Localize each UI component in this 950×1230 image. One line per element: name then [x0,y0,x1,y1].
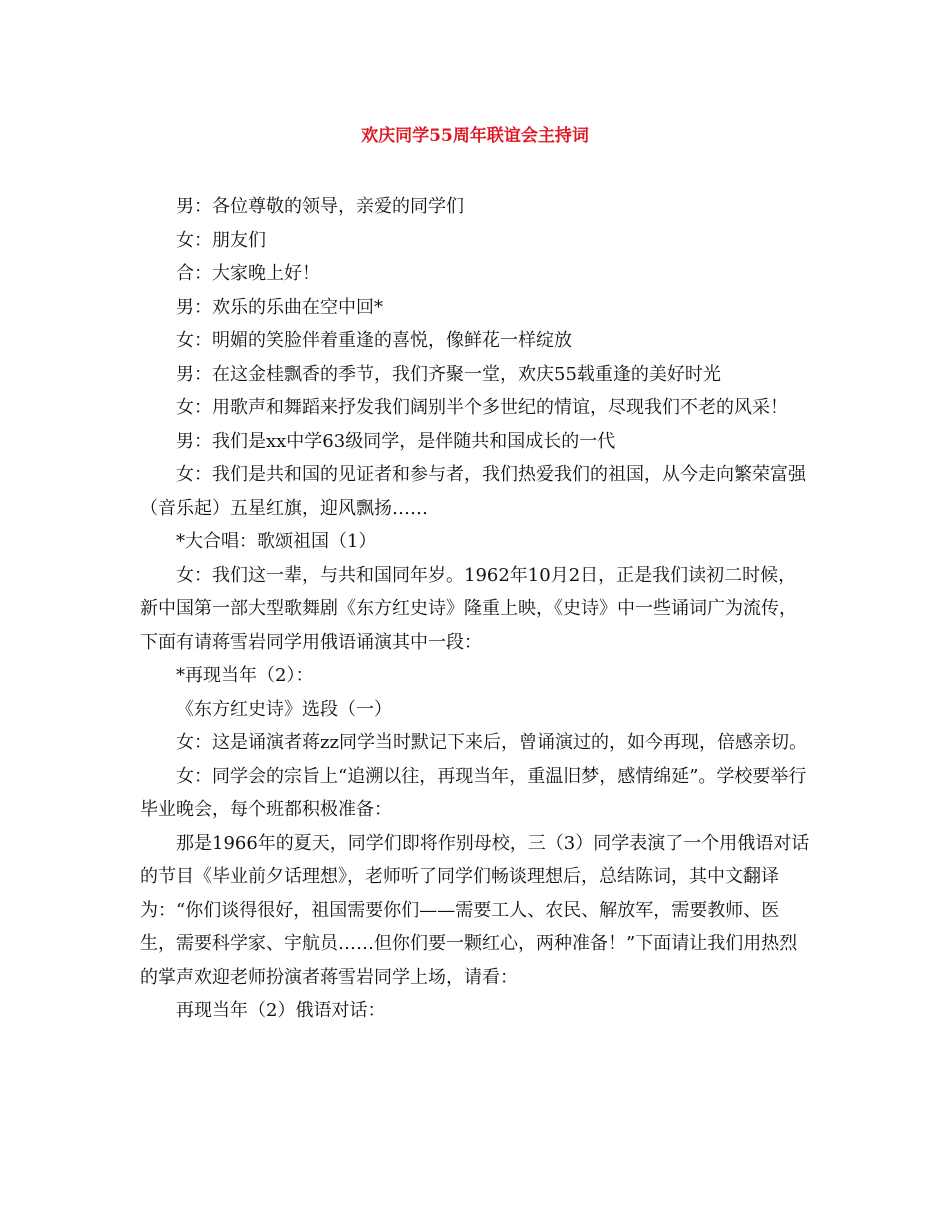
paragraph: 女：我们是共和国的见证者和参与者，我们热爱我们的祖国，从今走向繁荣富强（音乐起）五星红旗，迎风飘扬…… [140,464,806,519]
document-body [140,190,812,1028]
paragraph: 男：各位尊敬的领导，亲爱的同学们 [176,196,464,217]
paragraph: 男：我们是xx中学63级同学，是伴随共和国成长的一代 [176,430,616,452]
document-title: 欢庆同学55周年联谊会主持词 [361,126,589,146]
paragraph: 再现当年（2）俄语对话： [176,1000,386,1021]
paragraph: *再现当年（2）： [176,665,314,686]
paragraph: 女：用歌声和舞蹈来抒发我们阔别半个多世纪的情谊，尽现我们不老的风采！ [176,397,788,418]
paragraph: 女：同学会的宗旨上“追溯以往，再现当年，重温旧梦，感情绵延”。学校要举行毕业晚会，每个班都积极准备： [140,765,807,820]
paragraph: 女：我们这一辈，与共和国同年岁。1962年10月2日，正是我们读初二时候，新中国第一部大型歌舞剧《东方红史诗》隆重上映，《史诗》中一些诵词广为流传，下面有请蒋雪岩同学用俄语诵演其中一段： [140,564,797,653]
paragraph: 男：欢乐的乐曲在空中回* [176,296,383,318]
paragraph: 女：明媚的笑脸伴着重逢的喜悦，像鲜花一样绽放 [176,330,572,351]
paragraph: 女：朋友们 [176,229,266,251]
paragraph: 那是1966年的夏天，同学们即将作别母校，三（3）同学表演了一个用俄语对话的节目《毕业前夕话理想》，老师听了同学们畅谈理想后，总结陈词，其中文翻译为：“你们谈得很好，祖国需要你们——需要工人、农民、解放军，需要教师、医生，需要科学家、宇航员……但你们要一颗红心，两种准备！”下面请让我们用热烈的掌声欢迎老师扮演者蒋雪岩同学上场，请看： [140,832,810,988]
paragraph: 合：大家晚上好！ [176,263,320,284]
paragraph: 男：在这金桂飘香的季节，我们齐聚一堂，欢庆55载重逢的美好时光 [176,363,721,385]
paragraph: *大合唱：歌颂祖国（1） [176,531,377,552]
paragraph: 女：这是诵演者蒋zz同学当时默记下来后，曾诵演过的，如今再现，倍感亲切。 [176,732,807,753]
paragraph: 《东方红史诗》选段（一） [176,698,392,720]
